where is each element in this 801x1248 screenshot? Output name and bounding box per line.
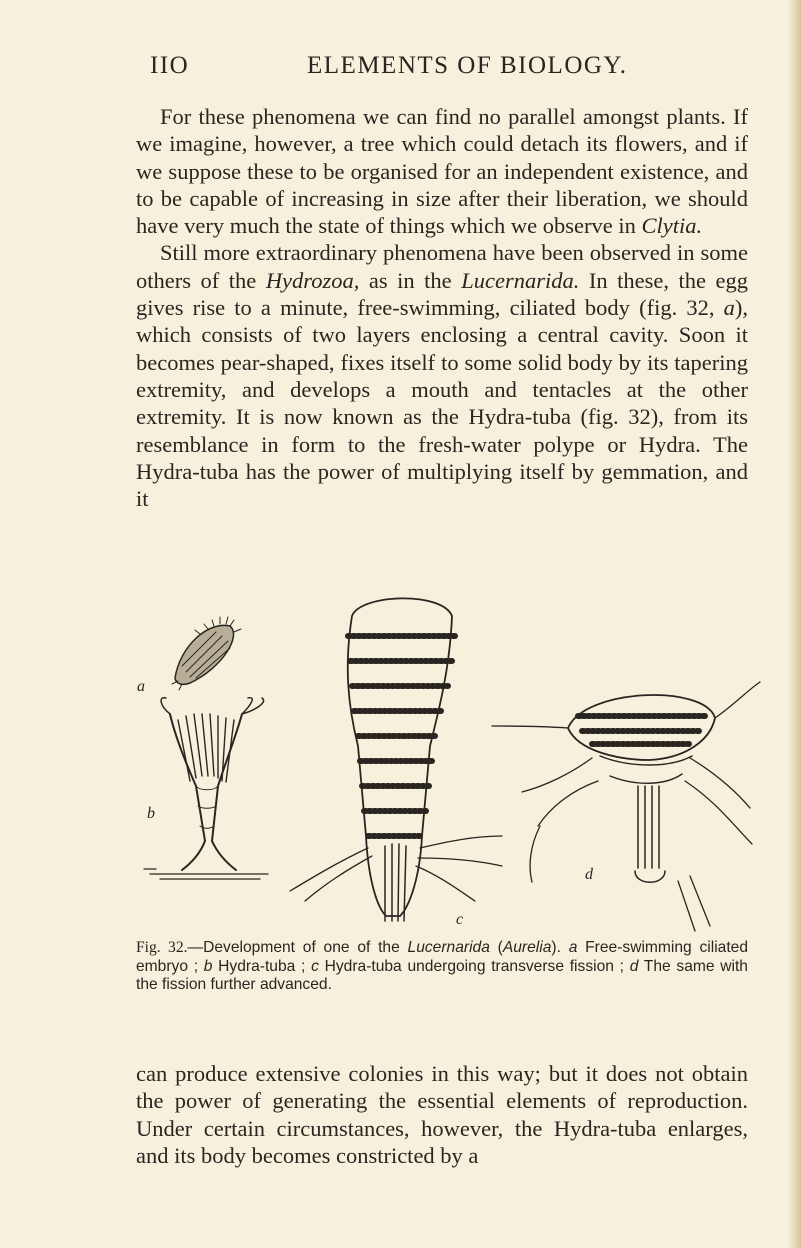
body-text-bottom bbox=[136, 1060, 748, 1169]
embryo-illustration bbox=[172, 617, 241, 690]
paragraph-3: can produce extensive colonies in this way; but it does not obtain the power of generating the essential elements of reproduction. Under certain circumstances, however, the Hydra-tuba enlarges, and its body becomes constricted by a bbox=[136, 1061, 748, 1168]
page-edge-shadow bbox=[787, 0, 801, 1248]
figure-32 bbox=[130, 586, 780, 936]
paragraph-1: For these phenomena we can find no parallel amongst plants. If we imagine, however, a tree which could detach its flowers, and if we suppose these to be organised for an independent existence, and to be capable of increasing in size after their liberation, we should have very much the state of things which we observe in Clytia. bbox=[136, 104, 748, 239]
figure-caption: Fig. 32.—Development of one of the Lucernarida (Aurelia). a Free-swimming ciliated embryo ; b Hydra-tuba ; c Hydra-tuba undergoing transverse fission ; d The same with the fission further advanced. bbox=[136, 939, 749, 993]
body-text-top bbox=[136, 103, 748, 512]
fission-illustration bbox=[290, 598, 502, 921]
page-number: IIO bbox=[150, 52, 190, 79]
advanced-fission-illustration bbox=[492, 682, 760, 931]
figure-illustration bbox=[130, 586, 780, 936]
caption-figure-number: Fig. 32. bbox=[136, 939, 188, 956]
label-d: d bbox=[585, 866, 593, 883]
label-c: c bbox=[456, 911, 464, 928]
running-title: ELEMENTS OF BIOLOGY. bbox=[307, 52, 628, 79]
hydra-tuba-illustration bbox=[144, 698, 268, 879]
label-b: b bbox=[147, 805, 155, 822]
label-a: a bbox=[137, 678, 145, 695]
paragraph-2: Still more extraordinary phenomena have been observed in some others of the Hydrozoa, as in the Lucernarida. In these, the egg gives rise to a minute, free-swimming, ciliated body (fig. 32, a), which consists of two layers enclosing a central cavity. Soon it becomes pear-shaped, fixes itself to some solid body by its tapering extremity, and develops a mouth and tentacles at the other extremity. It is now known as the Hydra-tuba (fig. 32), from its resemblance in form to the fresh-water polype or Hydra. The Hydra-tuba has the power of multiplying itself by gemmation, and it bbox=[136, 240, 749, 512]
